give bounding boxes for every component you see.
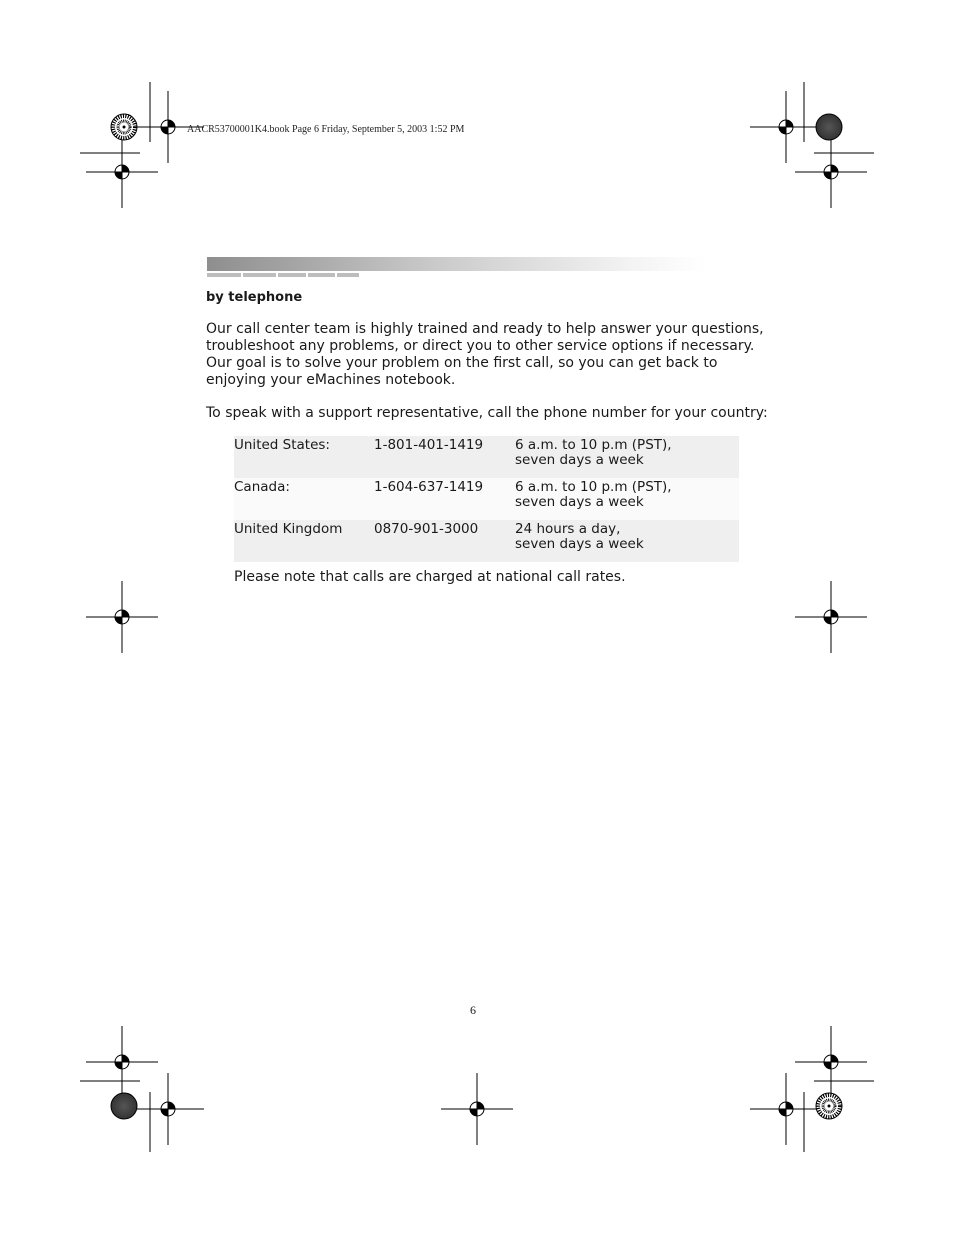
registration-mark	[750, 91, 822, 163]
print-slug: AACR53700001K4.book Page 6 Friday, September 5, 2003 1:52 PM	[187, 124, 465, 135]
table-row	[234, 436, 739, 478]
star-target-icon	[111, 114, 137, 140]
star-target-icon	[816, 1093, 842, 1119]
registration-mark	[795, 136, 867, 208]
table-row	[234, 520, 739, 562]
page-number: 6	[470, 1003, 476, 1017]
phone-cell: 0870-901-3000	[374, 521, 479, 537]
registration-mark	[795, 581, 867, 653]
phone-cell: 1-604-637-1419	[374, 479, 484, 495]
hours-cell: 6 a.m. to 10 p.m (PST), seven days a week	[515, 479, 672, 510]
registration-mark	[441, 1073, 513, 1145]
star-target-icon	[816, 114, 842, 140]
rates-note: Please note that calls are charged at national call rates.	[234, 569, 626, 585]
intro-paragraph: Our call center team is highly trained and ready to help answer your questions, troubleshoot any problems, or direct you to other service options if necessary. Our goal is to solve your problem on the first call, so you can get back to enjoying your eMachines notebook.	[206, 321, 764, 388]
star-target-icon	[111, 1093, 137, 1119]
section-header-tabs	[207, 273, 361, 277]
registration-mark	[86, 136, 158, 208]
support-phone-table	[234, 436, 739, 562]
registration-mark	[86, 581, 158, 653]
phone-cell: 1-801-401-1419	[374, 437, 484, 453]
hours-cell: 24 hours a day, seven days a week	[515, 521, 644, 552]
registration-mark	[795, 1026, 867, 1098]
country-cell: United Kingdom	[234, 521, 343, 537]
table-row	[234, 478, 739, 520]
country-cell: Canada:	[234, 479, 290, 495]
hours-cell: 6 a.m. to 10 p.m (PST), seven days a week	[515, 437, 672, 468]
country-cell: United States:	[234, 437, 330, 453]
instruction-paragraph: To speak with a support representative, call the phone number for your country:	[206, 405, 768, 421]
registration-mark	[86, 1026, 158, 1098]
section-header-bar	[207, 257, 705, 271]
registration-mark	[750, 1073, 822, 1145]
registration-mark	[132, 1073, 204, 1145]
section-heading: by telephone	[206, 290, 303, 305]
